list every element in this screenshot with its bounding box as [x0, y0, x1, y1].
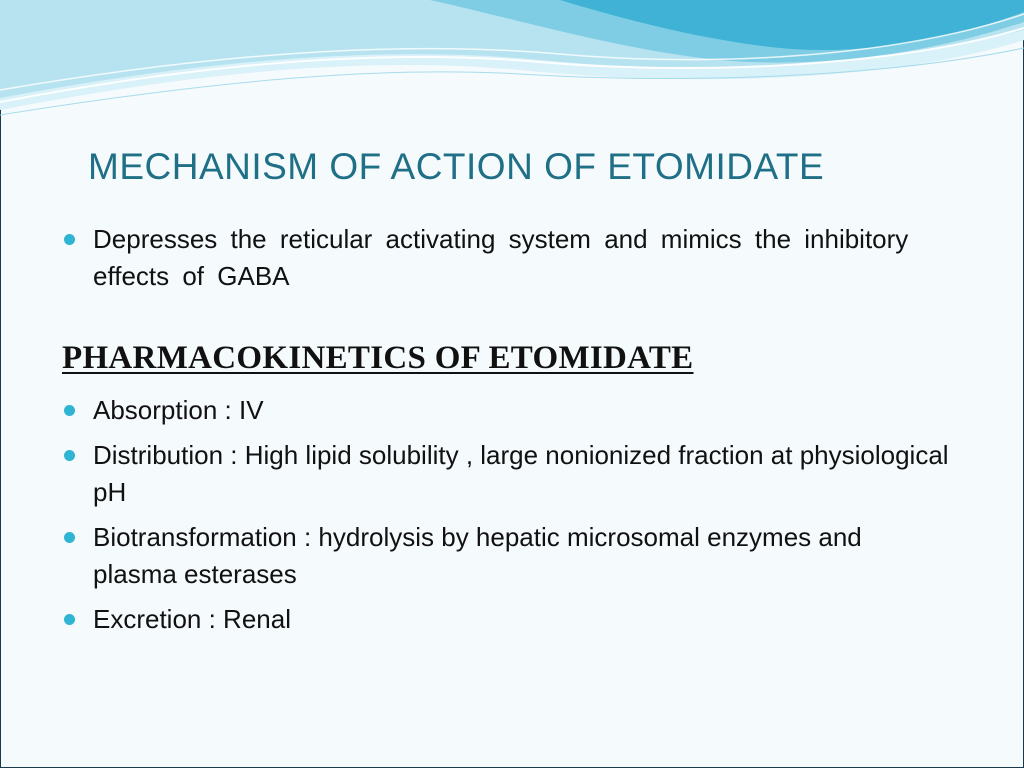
list-item — [62, 437, 952, 511]
bullet-text: Absorption : IV — [93, 395, 264, 425]
list-item — [62, 392, 952, 429]
section-heading: PHARMACOKINETICS OF ETOMIDATE — [62, 340, 694, 376]
mechanism-bullet-list — [62, 221, 952, 295]
bullet-dot-icon — [64, 234, 75, 245]
bullet-text: Distribution : High lipid solubility , large nonionized fraction at physiological pH — [93, 440, 949, 507]
list-item — [62, 601, 952, 638]
bullet-text: Biotransformation : hydrolysis by hepatic microsomal enzymes and plasma esterases — [93, 522, 862, 589]
bullet-dot-icon — [64, 614, 75, 625]
list-item — [62, 519, 952, 593]
slide-title: MECHANISM OF ACTION OF ETOMIDATE — [88, 146, 825, 187]
header-wave-decoration — [0, 0, 1024, 130]
bullet-dot-icon — [64, 450, 75, 461]
bullet-text: Depresses the reticular activating system and mimics the inhibitory effects of GABA — [93, 224, 909, 291]
bullet-dot-icon — [64, 532, 75, 543]
bullet-text: Excretion : Renal — [93, 604, 291, 634]
bullet-dot-icon — [64, 405, 75, 416]
list-item — [62, 221, 952, 295]
pharmacokinetics-bullet-list — [62, 392, 952, 646]
